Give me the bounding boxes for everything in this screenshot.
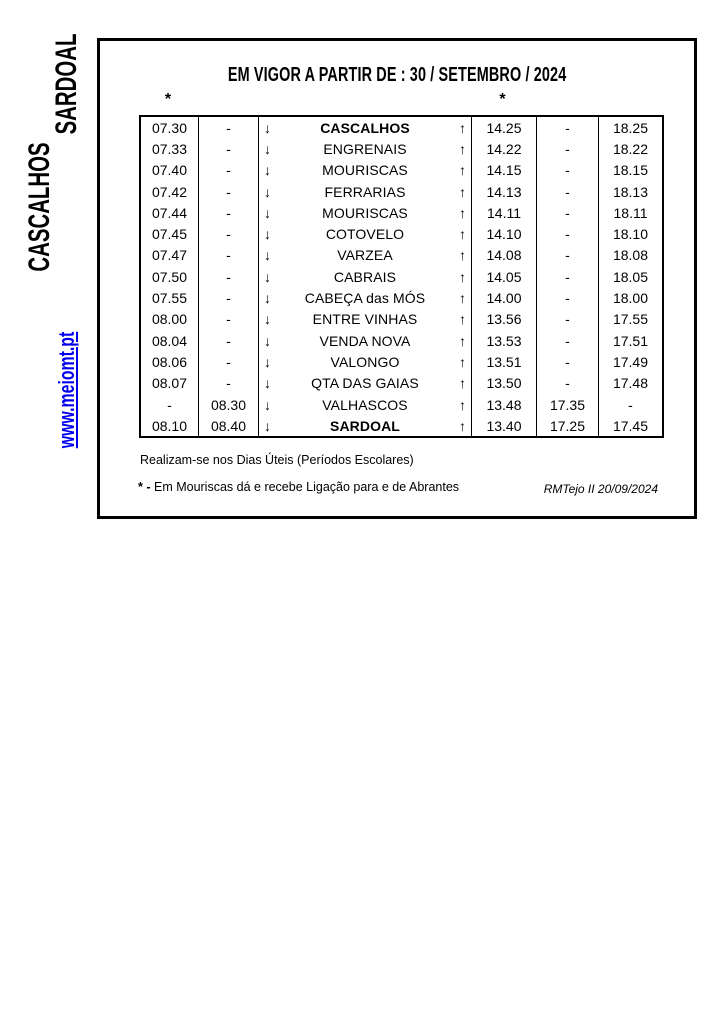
time-evening-return: 17.35 <box>537 394 599 415</box>
note-asterisk-prefix: * - <box>138 480 151 494</box>
up-arrow-icon: ↑ <box>459 417 466 434</box>
time-afternoon-return: 14.15 <box>472 160 537 181</box>
up-arrow-icon: ↑ <box>459 140 466 157</box>
station-name: VENDA NOVA <box>319 332 411 349</box>
time-morning-depart-2: - <box>199 373 259 394</box>
up-arrow-icon: ↑ <box>459 375 466 392</box>
time-morning-depart: 07.30 <box>141 117 199 138</box>
up-arrow-icon: ↑ <box>459 332 466 349</box>
down-arrow-icon: ↓ <box>264 140 271 157</box>
station-cell <box>259 373 472 394</box>
time-evening-return: - <box>537 160 599 181</box>
table-row <box>141 287 662 308</box>
station-cell <box>259 330 472 351</box>
time-evening-return: - <box>537 351 599 372</box>
time-morning-depart: 07.42 <box>141 181 199 202</box>
up-arrow-icon: ↑ <box>459 268 466 285</box>
station-name: VARZEA <box>337 247 393 264</box>
table-row <box>141 138 662 159</box>
station-cell <box>259 138 472 159</box>
time-morning-depart: 08.00 <box>141 309 199 330</box>
time-afternoon-return: 13.40 <box>472 415 537 436</box>
time-evening-return: - <box>537 373 599 394</box>
time-evening-return-2: 18.10 <box>612 226 649 243</box>
time-morning-depart: 07.47 <box>141 245 199 266</box>
station-name: MOURISCAS <box>322 204 408 221</box>
time-afternoon-return: 14.11 <box>472 202 537 223</box>
up-arrow-icon: ↑ <box>459 162 466 179</box>
asterisk-marker-left: * <box>164 91 172 108</box>
table-row <box>141 351 662 372</box>
station-name: SARDOAL <box>330 417 400 434</box>
time-afternoon-return: 13.53 <box>472 330 537 351</box>
down-arrow-icon: ↓ <box>264 183 271 200</box>
station-cell <box>259 266 472 287</box>
time-morning-depart-2: - <box>199 160 259 181</box>
down-arrow-icon: ↓ <box>264 290 271 307</box>
up-arrow-icon: ↑ <box>459 183 466 200</box>
station-name: FERRARIAS <box>324 183 406 200</box>
station-cell <box>259 160 472 181</box>
up-arrow-icon: ↑ <box>459 396 466 413</box>
time-morning-depart: 07.50 <box>141 266 199 287</box>
time-morning-depart-2: - <box>199 351 259 372</box>
time-afternoon-return: 13.50 <box>472 373 537 394</box>
time-morning-depart: 08.10 <box>141 415 199 436</box>
table-row <box>141 160 662 181</box>
down-arrow-icon: ↓ <box>264 119 271 136</box>
down-arrow-icon: ↓ <box>264 332 271 349</box>
time-evening-return: - <box>537 330 599 351</box>
time-morning-depart: 08.04 <box>141 330 199 351</box>
table-row <box>141 415 662 436</box>
station-name: CABEÇA das MÓS <box>304 290 426 307</box>
time-morning-depart: 07.55 <box>141 287 199 308</box>
time-evening-return-2: 18.15 <box>612 162 649 179</box>
time-afternoon-return: 14.05 <box>472 266 537 287</box>
up-arrow-icon: ↑ <box>459 247 466 264</box>
asterisk-marker-right: * <box>499 91 506 108</box>
time-evening-return-2: 18.25 <box>612 119 649 136</box>
down-arrow-icon: ↓ <box>264 247 271 264</box>
time-evening-return-2: 18.11 <box>613 204 648 221</box>
station-name: VALHASCOS <box>322 396 408 413</box>
time-afternoon-return: 14.10 <box>472 223 537 244</box>
table-row <box>141 266 662 287</box>
time-morning-depart-2: - <box>199 117 259 138</box>
table-row <box>141 394 662 415</box>
time-evening-return: - <box>537 223 599 244</box>
time-afternoon-return: 14.22 <box>472 138 537 159</box>
station-cell <box>259 223 472 244</box>
time-evening-return: - <box>537 266 599 287</box>
time-afternoon-return: 13.51 <box>472 351 537 372</box>
table-row <box>141 309 662 330</box>
table-row <box>141 373 662 394</box>
station-cell <box>259 117 472 138</box>
table-row <box>141 330 662 351</box>
down-arrow-icon: ↓ <box>264 268 271 285</box>
table-row <box>141 181 662 202</box>
revision-label: RMTejo II 20/09/2024 <box>543 482 658 496</box>
time-morning-depart-2: - <box>199 266 259 287</box>
time-evening-return-2: 17.45 <box>612 417 649 434</box>
station-name: CABRAIS <box>333 268 397 285</box>
table-row <box>141 223 662 244</box>
time-morning-depart: 08.06 <box>141 351 199 372</box>
time-evening-return-2: 17.49 <box>612 353 649 370</box>
time-morning-depart-2: - <box>199 309 259 330</box>
time-morning-depart: - <box>141 394 199 415</box>
time-evening-return-2: 17.55 <box>612 311 649 328</box>
time-afternoon-return: 14.13 <box>472 181 537 202</box>
up-arrow-icon: ↑ <box>459 290 466 307</box>
down-arrow-icon: ↓ <box>264 375 271 392</box>
down-arrow-icon: ↓ <box>264 162 271 179</box>
station-cell <box>259 415 472 436</box>
station-name: CASCALHOS <box>320 119 410 136</box>
table-row <box>141 117 662 138</box>
station-name: COTOVELO <box>325 226 405 243</box>
time-evening-return-2: 18.00 <box>612 290 649 307</box>
station-cell <box>259 351 472 372</box>
time-morning-depart: 07.44 <box>141 202 199 223</box>
note-connection-text: Em Mouriscas dá e recebe Ligação para e de Abrantes <box>153 480 460 494</box>
station-cell <box>259 287 472 308</box>
time-morning-depart: 07.45 <box>141 223 199 244</box>
time-evening-return-2: 18.13 <box>612 183 649 200</box>
time-afternoon-return: 13.48 <box>472 394 537 415</box>
down-arrow-icon: ↓ <box>264 417 271 434</box>
time-evening-return: 17.25 <box>537 415 599 436</box>
time-morning-depart-2: 08.30 <box>199 394 259 415</box>
down-arrow-icon: ↓ <box>264 311 271 328</box>
down-arrow-icon: ↓ <box>264 396 271 413</box>
time-morning-depart: 07.33 <box>141 138 199 159</box>
time-evening-return-2: 18.08 <box>612 247 649 264</box>
time-evening-return: - <box>537 117 599 138</box>
time-evening-return: - <box>537 287 599 308</box>
down-arrow-icon: ↓ <box>264 226 271 243</box>
time-afternoon-return: 14.08 <box>472 245 537 266</box>
station-cell <box>259 181 472 202</box>
station-name: QTA DAS GAIAS <box>311 375 419 392</box>
down-arrow-icon: ↓ <box>264 204 271 221</box>
time-evening-return: - <box>537 181 599 202</box>
station-name: ENGRENAIS <box>323 140 407 157</box>
route-name-cascalhos: CASCALHOS <box>23 142 56 272</box>
up-arrow-icon: ↑ <box>459 353 466 370</box>
station-name: ENTRE VINHAS <box>312 311 418 328</box>
table-row <box>141 245 662 266</box>
time-afternoon-return: 14.25 <box>472 117 537 138</box>
station-cell <box>259 202 472 223</box>
time-evening-return-2: 18.05 <box>612 268 649 285</box>
time-evening-return-2: - <box>628 396 633 413</box>
time-morning-depart-2: - <box>199 138 259 159</box>
up-arrow-icon: ↑ <box>459 204 466 221</box>
time-morning-depart-2: - <box>199 245 259 266</box>
time-morning-depart: 08.07 <box>141 373 199 394</box>
time-evening-return: - <box>537 245 599 266</box>
note-schedule-days: Realizam-se nos Dias Úteis (Períodos Escolares) <box>140 453 414 467</box>
station-cell <box>259 245 472 266</box>
time-afternoon-return: 13.56 <box>472 309 537 330</box>
note-connection <box>138 480 459 494</box>
effective-date-title <box>100 64 694 87</box>
time-morning-depart-2: - <box>199 330 259 351</box>
time-morning-depart-2: - <box>199 202 259 223</box>
up-arrow-icon: ↑ <box>459 311 466 328</box>
time-evening-return: - <box>537 202 599 223</box>
website-link[interactable]: www.meiomt.pt <box>54 331 79 449</box>
time-morning-depart-2: - <box>199 223 259 244</box>
table-row <box>141 202 662 223</box>
time-morning-depart-2: - <box>199 181 259 202</box>
time-afternoon-return: 14.00 <box>472 287 537 308</box>
route-name-sardoal: SARDOAL <box>50 33 83 135</box>
time-evening-return-2: 17.51 <box>612 332 649 349</box>
time-morning-depart-2: 08.40 <box>199 415 259 436</box>
time-evening-return: - <box>537 309 599 330</box>
time-evening-return-2: 17.48 <box>612 375 649 392</box>
timetable-box <box>97 38 697 519</box>
station-cell <box>259 394 472 415</box>
time-morning-depart: 07.40 <box>141 160 199 181</box>
station-name: MOURISCAS <box>322 162 408 179</box>
time-morning-depart-2: - <box>199 287 259 308</box>
time-evening-return-2: 18.22 <box>612 140 649 157</box>
station-name: VALONGO <box>330 353 400 370</box>
station-cell <box>259 309 472 330</box>
up-arrow-icon: ↑ <box>459 226 466 243</box>
time-evening-return: - <box>537 138 599 159</box>
up-arrow-icon: ↑ <box>459 119 466 136</box>
timetable-table <box>139 115 664 438</box>
effective-date-text: EM VIGOR A PARTIR DE : 30 / SETEMBRO / 2024 <box>227 64 567 86</box>
down-arrow-icon: ↓ <box>264 353 271 370</box>
